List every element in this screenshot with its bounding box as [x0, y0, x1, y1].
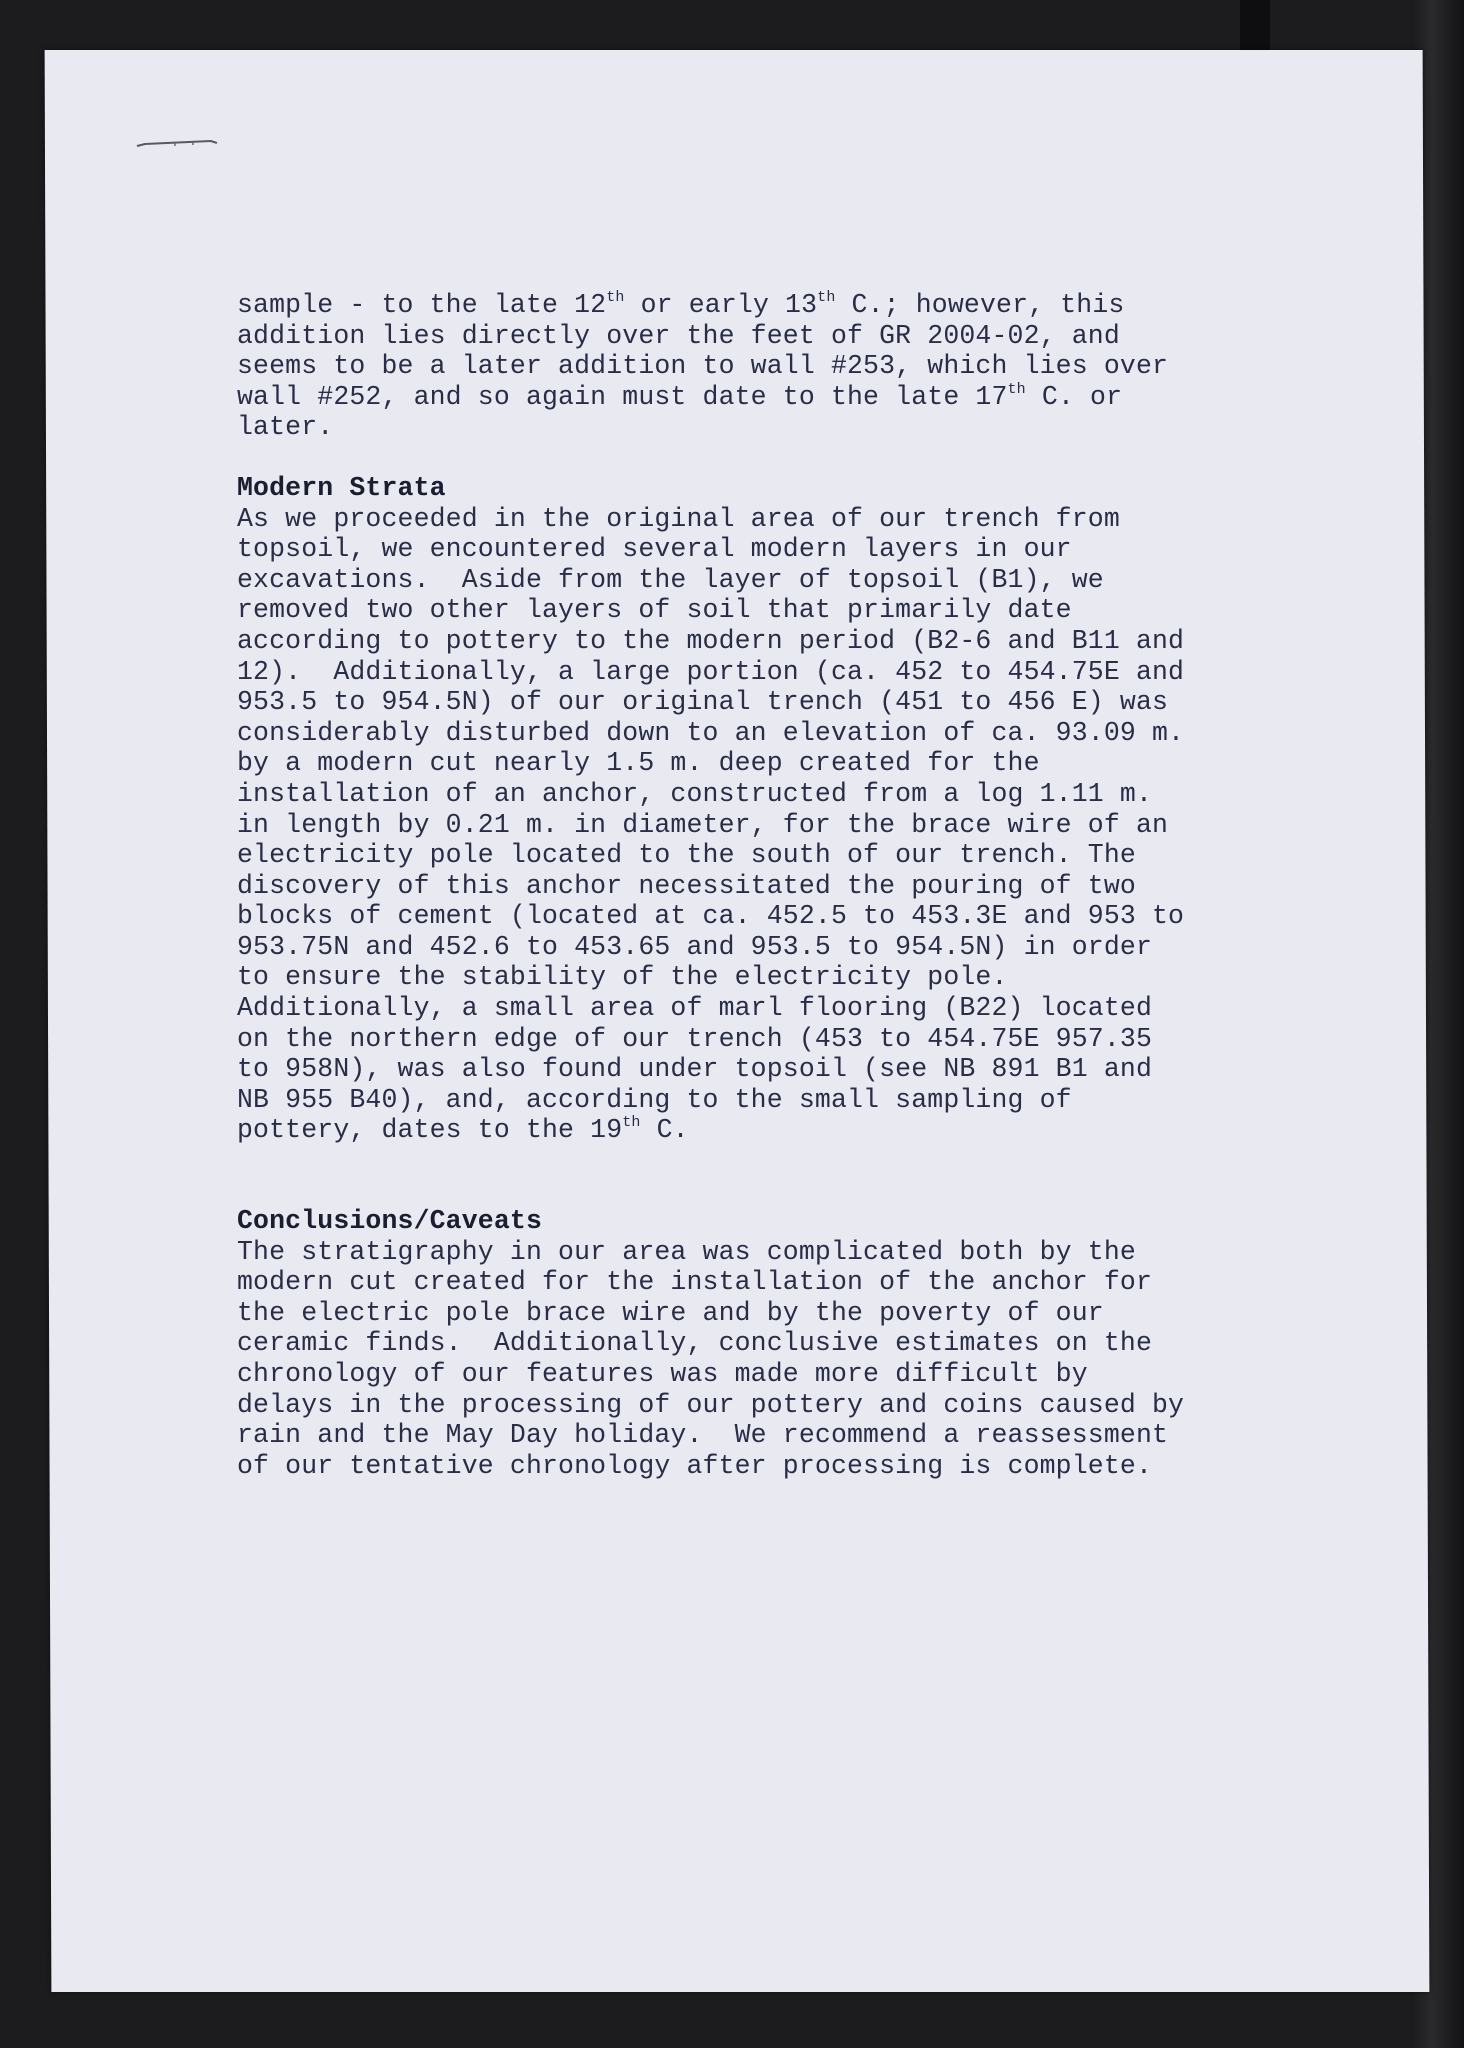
text-run: NB 955 B40), and, according to the small sampling of: [237, 1084, 1072, 1115]
text-line: [237, 779, 1237, 810]
text-run: addition lies directly over the feet of GR 2004-02, and: [237, 320, 1120, 351]
text-line: [237, 901, 1237, 932]
text-run: of our tentative chronology after processing is complete.: [237, 1450, 1152, 1481]
text-run: modern cut created for the installation of the anchor for: [237, 1267, 1152, 1298]
modern-strata-section: [237, 473, 1237, 1146]
text-line: [237, 932, 1237, 963]
text-run: The stratigraphy in our area was complicated both by the: [237, 1236, 1136, 1267]
text-run: sample - to the late 12: [237, 290, 607, 320]
superscript: th: [1007, 380, 1026, 398]
text-line: [237, 1054, 1237, 1085]
text-run: by a modern cut nearly 1.5 m. deep created for the: [237, 748, 1040, 779]
text-run: blocks of cement (located at ca. 452.5 to 453.3E and 953 to: [237, 901, 1185, 932]
text-line: [237, 1390, 1237, 1421]
text-run: excavations. Aside from the layer of topsoil (B1), we: [237, 564, 1104, 595]
text-line: [237, 321, 1237, 352]
text-run: or early 13: [624, 290, 818, 320]
text-run: installation of an anchor, constructed from a log 1.11 m.: [237, 778, 1152, 809]
text-line: [237, 962, 1237, 993]
text-line: [237, 412, 1237, 443]
text-line: [237, 534, 1237, 565]
text-run: Additionally, a small area of marl flooring (B22) located: [237, 993, 1152, 1024]
text-run: 953.75N and 452.6 to 453.65 and 953.5 to 954.5N) in order: [237, 931, 1152, 962]
text-line: [237, 840, 1237, 871]
text-run: later.: [237, 412, 334, 443]
text-line: [237, 1359, 1237, 1390]
text-line: [237, 993, 1237, 1024]
text-line: [237, 1328, 1237, 1359]
text-line: [237, 1420, 1237, 1451]
staple-icon: [135, 138, 219, 148]
superscript: th: [622, 1114, 641, 1132]
text-run: C. or: [1025, 381, 1123, 412]
text-run: according to pottery to the modern period (B2-6 and B11 and: [237, 625, 1185, 656]
text-line: [237, 871, 1237, 902]
superscript: th: [606, 289, 625, 306]
text-run: chronology of our features was made more difficult by: [237, 1359, 1088, 1389]
text-line: [237, 290, 1237, 321]
text-line: [237, 565, 1237, 596]
text-line: [237, 382, 1237, 413]
text-line: [237, 1267, 1237, 1298]
text-run: As we proceeded in the original area of our trench from: [237, 503, 1120, 534]
conclusions-paragraph: [237, 1237, 1237, 1482]
text-run: discovery of this anchor necessitated the pouring of two: [237, 870, 1136, 901]
section-heading-modern-strata: Modern Strata: [237, 472, 446, 503]
text-line: [237, 351, 1237, 382]
text-run: wall #252, and so again must date to the late 17: [237, 381, 1008, 412]
text-line: [237, 1237, 1237, 1268]
text-line: [237, 1115, 1237, 1146]
text-run: rain and the May Day holiday. We recommend a reassessment: [237, 1420, 1169, 1451]
text-line: [237, 1085, 1237, 1116]
text-run: topsoil, we encountered several modern layers in our: [237, 534, 1072, 565]
text-run: removed two other layers of soil that primarily date: [237, 595, 1072, 626]
text-line: [237, 810, 1237, 841]
text-line: [237, 626, 1237, 657]
superscript: th: [817, 289, 836, 306]
text-line: [237, 748, 1237, 779]
intro-paragraph: [237, 290, 1237, 443]
text-run: on the northern edge of our trench (453 to 454.75E 957.35: [237, 1023, 1152, 1054]
modern-strata-paragraph: [237, 504, 1237, 1146]
text-line: [237, 1298, 1237, 1329]
text-line: [237, 595, 1237, 626]
text-line: [237, 504, 1237, 535]
section-heading-conclusions: Conclusions/Caveats: [237, 1206, 542, 1237]
text-run: 953.5 to 954.5N) of our original trench (451 to 456 E) was: [237, 687, 1169, 718]
text-line: [237, 1024, 1237, 1055]
document-text: [237, 290, 1237, 1481]
text-line: [237, 657, 1237, 688]
text-run: 12). Additionally, a large portion (ca. 452 to 454.75E and: [237, 656, 1185, 687]
text-run: ceramic finds. Additionally, conclusive estimates on the: [237, 1328, 1152, 1359]
text-run: pottery, dates to the 19: [237, 1115, 623, 1146]
text-run: the electric pole brace wire and by the poverty of our: [237, 1297, 1104, 1328]
text-run: in length by 0.21 m. in diameter, for the brace wire of an: [237, 809, 1169, 840]
text-run: delays in the processing of our pottery and coins caused by: [237, 1389, 1185, 1420]
text-run: to ensure the stability of the electricity pole.: [237, 962, 1008, 993]
text-run: C.: [640, 1115, 689, 1146]
text-run: electricity pole located to the south of our trench. The: [237, 840, 1136, 871]
text-run: to 958N), was also found under topsoil (see NB 891 B1 and: [237, 1054, 1152, 1085]
text-run: seems to be a later addition to wall #253, which lies over: [237, 351, 1169, 382]
text-line: [237, 1451, 1237, 1482]
text-line: [237, 718, 1237, 749]
text-line: [237, 687, 1237, 718]
text-run: C.; however, this: [835, 290, 1125, 320]
conclusions-section: [237, 1206, 1237, 1481]
text-run: considerably disturbed down to an elevation of ca. 93.09 m.: [237, 717, 1185, 748]
